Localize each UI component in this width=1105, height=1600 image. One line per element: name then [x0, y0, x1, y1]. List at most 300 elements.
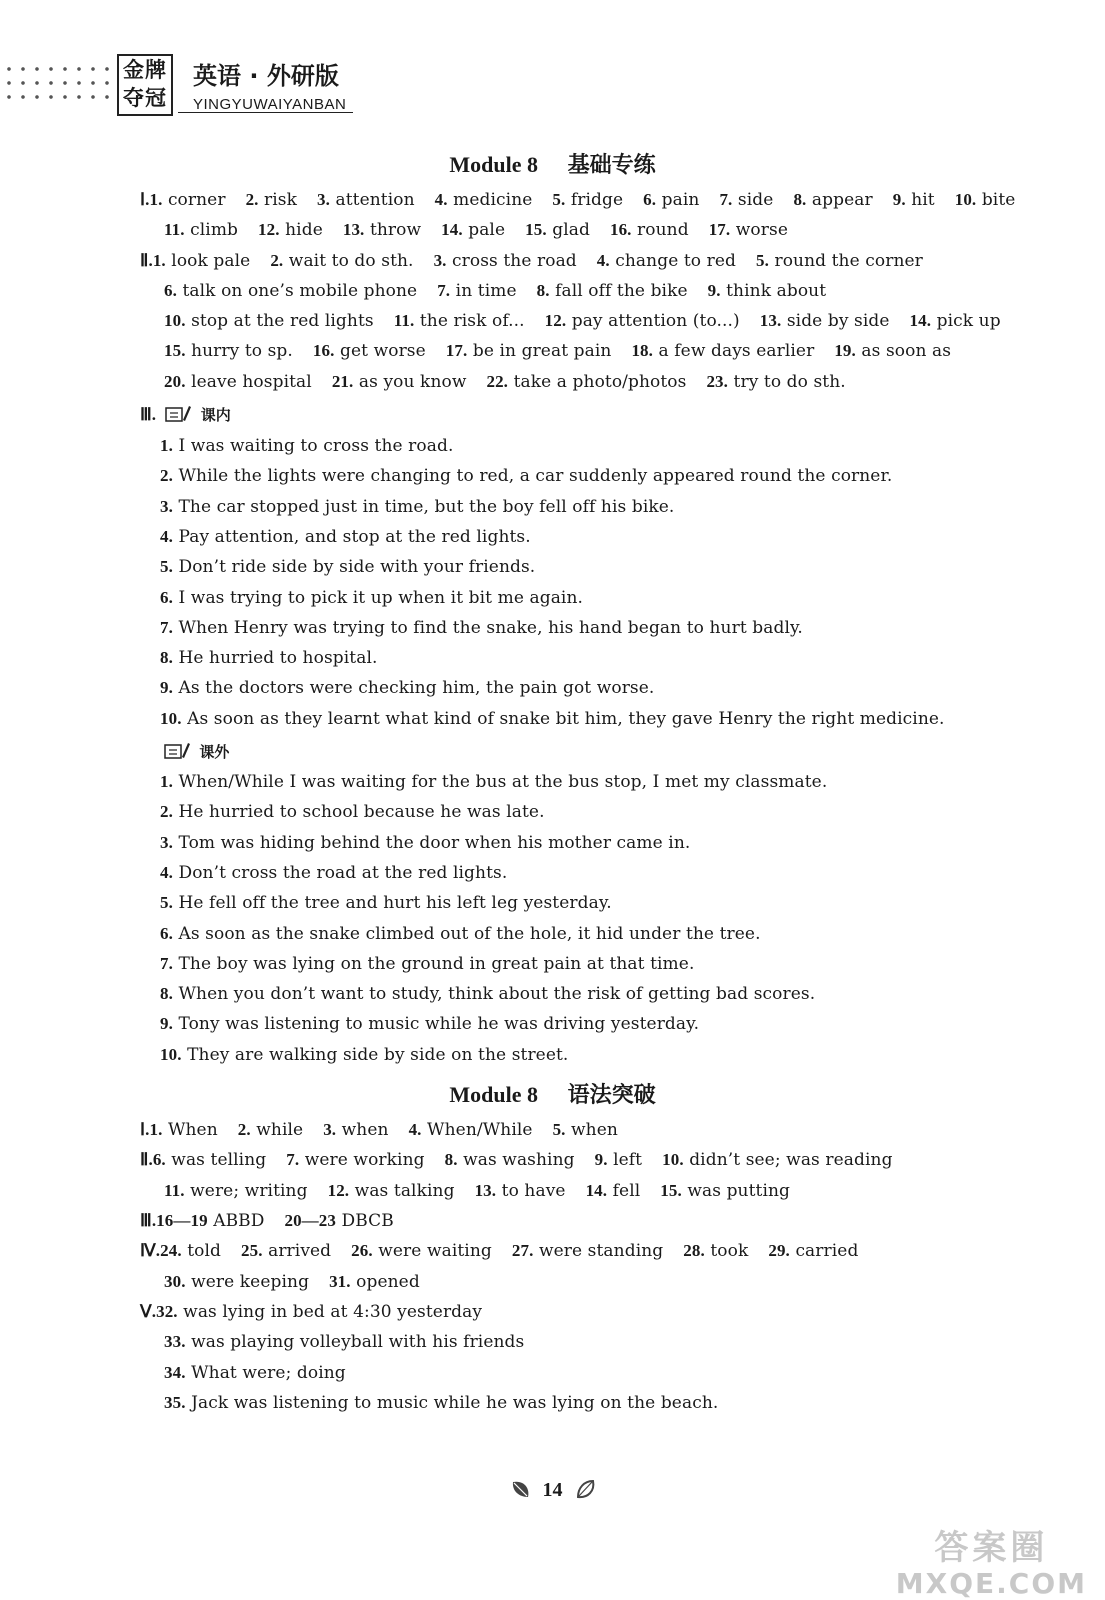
sentence-answer: Tom was hiding behind the door when his mother came in. — [178, 832, 691, 853]
sentence-answer: I was trying to pick it up when it bit me again. — [178, 587, 584, 608]
item-number: 3. — [323, 1120, 337, 1139]
item-number: 24. — [160, 1241, 182, 1260]
answer-line — [164, 372, 866, 392]
answer-line — [140, 1211, 414, 1231]
item-answer: DBCB — [341, 1211, 394, 1231]
section-roman-numeral: Ⅰ. — [140, 1120, 150, 1139]
item-answer: were working — [304, 1150, 425, 1170]
sentence-line — [160, 618, 803, 638]
grammar-title-en: Module 8 — [449, 1082, 538, 1107]
item-answer: corner — [167, 190, 226, 210]
item-answer: was telling — [171, 1150, 267, 1170]
item-answer: think about — [726, 281, 827, 301]
item-number: 7. — [286, 1150, 300, 1169]
item-number: 8. — [444, 1150, 458, 1169]
leaf-left-icon — [510, 1478, 532, 1500]
item-number: 35. — [164, 1393, 186, 1412]
answer-line — [140, 190, 1035, 210]
part3-out-label — [160, 741, 229, 762]
grammar-title-cn: 语法突破 — [567, 1083, 656, 1108]
item-answer: cross the road — [452, 251, 577, 271]
item-answer: risk — [264, 190, 298, 210]
item-number: 2. — [245, 190, 259, 209]
answer-line — [140, 1150, 913, 1170]
answer-item — [595, 1150, 643, 1170]
item-number: 5. — [160, 893, 173, 913]
answer-item — [246, 190, 297, 210]
answer-item — [760, 311, 890, 331]
item-number: 4. — [596, 251, 610, 270]
item-number: 2. — [237, 1120, 251, 1139]
item-number: 2. — [160, 802, 173, 822]
item-answer: glad — [552, 220, 590, 240]
sentence-answer: When/While I was waiting for the bus at the bus stop, I met my classmate. — [178, 772, 828, 792]
item-answer: to have — [501, 1181, 566, 1201]
sentence-line — [160, 984, 815, 1004]
watermark-url: MXQE.COM — [895, 1567, 1087, 1600]
sentence-line — [160, 678, 654, 698]
answer-item — [343, 220, 421, 240]
answer-item — [149, 190, 225, 210]
item-number: 1. — [152, 251, 166, 270]
item-number: 6. — [164, 281, 177, 300]
item-answer: be in great pain — [472, 341, 612, 361]
item-number: 14. — [909, 311, 932, 330]
item-answer: left — [613, 1150, 643, 1170]
item-number: 12. — [544, 311, 567, 330]
item-number: 5. — [756, 251, 769, 270]
item-number: 6. — [643, 190, 657, 209]
sentence-answer: Don’t ride side by side with your friends. — [178, 557, 536, 578]
item-number: 10. — [160, 708, 182, 728]
item-number: 20—23 — [284, 1211, 336, 1230]
watermark-logo-text: 答案圈 — [934, 1528, 1049, 1568]
book-pen-icon — [165, 405, 191, 423]
item-answer: appear — [811, 190, 873, 210]
answer-item — [475, 1181, 566, 1201]
answer-item — [164, 311, 374, 331]
item-answer: were; writing — [190, 1181, 308, 1201]
item-number: 7. — [719, 190, 733, 209]
sentence-line — [160, 893, 612, 913]
sentence-line — [160, 436, 453, 456]
answer-item — [586, 1181, 641, 1201]
answer-line — [164, 311, 1021, 331]
item-number: 4. — [434, 190, 448, 209]
answer-item — [238, 1120, 303, 1140]
answer-item — [164, 1393, 718, 1413]
part3-roman: Ⅲ. — [140, 405, 156, 424]
sentence-line — [160, 924, 761, 944]
answer-item — [552, 190, 623, 210]
answer-item — [156, 1211, 264, 1231]
answer-item — [756, 251, 923, 271]
item-number: 6. — [160, 923, 173, 943]
item-answer: stop at the red lights — [191, 311, 374, 331]
item-number: 1. — [160, 772, 173, 791]
item-answer: medicine — [453, 190, 533, 210]
answer-item — [284, 1211, 393, 1231]
sentence-answer: The car stopped just in time, but the boy fell off his bike. — [178, 496, 675, 517]
item-answer: arrived — [268, 1241, 332, 1261]
item-number: 11. — [164, 220, 185, 239]
module-title-basic — [0, 148, 1105, 179]
answer-item — [708, 281, 826, 301]
item-answer: look pale — [171, 251, 251, 271]
item-answer: when — [571, 1120, 618, 1140]
item-answer: was lying in bed at 4:30 yesterday — [183, 1302, 483, 1322]
answer-item — [446, 341, 612, 361]
sentence-answer: Pay attention, and stop at the red lights. — [178, 526, 531, 547]
answer-item — [834, 341, 951, 361]
item-answer: When/While — [427, 1120, 533, 1140]
section-roman-numeral: Ⅱ. — [140, 1150, 153, 1169]
item-number: 8. — [793, 190, 807, 209]
sentence-answer: As soon as they learnt what kind of snake bit him, they gave Henry the right medicine. — [187, 708, 945, 729]
answer-item — [323, 1120, 388, 1140]
item-number: 34. — [164, 1363, 186, 1382]
item-answer: hurry to sp. — [191, 341, 293, 361]
sentence-answer: As the doctors were checking him, the pain got worse. — [178, 678, 655, 699]
answer-item — [328, 1181, 455, 1201]
item-number: 5. — [552, 1120, 566, 1139]
item-answer: round the corner — [774, 251, 923, 271]
answer-item — [164, 1272, 309, 1292]
item-number: 18. — [631, 341, 654, 360]
item-answer: pale — [468, 220, 506, 240]
answer-item — [164, 1363, 346, 1383]
item-answer: a few days earlier — [658, 341, 815, 361]
item-answer: fell — [612, 1181, 641, 1201]
item-number: 26. — [351, 1241, 373, 1260]
sentence-line — [160, 1045, 568, 1065]
item-number: 11. — [393, 311, 415, 330]
section-roman-numeral: Ⅲ. — [140, 1211, 157, 1230]
answer-item — [153, 251, 251, 271]
answer-item — [893, 190, 935, 210]
item-answer: when — [341, 1120, 389, 1140]
item-number: 3. — [433, 251, 447, 270]
item-number: 7. — [160, 617, 173, 637]
answer-line — [140, 251, 943, 271]
leaf-right-icon — [574, 1478, 596, 1500]
answer-line — [164, 1181, 810, 1201]
page-number — [0, 1478, 1105, 1502]
answer-item — [683, 1241, 748, 1261]
item-number: 31. — [329, 1272, 351, 1291]
item-number: 10. — [164, 311, 186, 330]
item-answer: get worse — [340, 341, 426, 361]
item-number: 13. — [342, 220, 365, 239]
sentence-line — [160, 1014, 699, 1034]
answer-item — [164, 372, 312, 392]
sentence-line — [160, 588, 583, 608]
module-title-grammar — [0, 1078, 1105, 1109]
answer-item — [435, 190, 533, 210]
part3-in-label — [140, 404, 231, 425]
item-number: 12. — [327, 1181, 350, 1200]
sentence-answer: Tony was listening to music while he was driving yesterday. — [178, 1014, 700, 1035]
item-answer: was playing volleyball with his friends — [191, 1332, 525, 1352]
item-number: 19. — [834, 341, 856, 360]
item-number: 3. — [160, 832, 173, 852]
answer-item — [768, 1241, 858, 1261]
answer-item — [445, 1150, 575, 1170]
answer-item — [486, 372, 686, 392]
item-number: 12. — [258, 220, 280, 239]
answer-line — [164, 281, 846, 301]
item-answer: take a photo/photos — [513, 372, 687, 392]
answer-item — [394, 311, 525, 331]
item-number: 30. — [164, 1272, 186, 1291]
sentence-answer: As soon as the snake climbed out of the hole, it hid under the tree. — [178, 923, 761, 944]
item-answer: side — [737, 190, 774, 210]
answer-item — [149, 1120, 217, 1140]
answer-item — [537, 281, 688, 301]
module-title-cn: 基础专练 — [567, 153, 656, 178]
item-number: 13. — [474, 1181, 497, 1200]
item-answer: hit — [911, 190, 935, 210]
item-answer: the risk of... — [419, 311, 525, 331]
item-number: 2. — [160, 466, 173, 486]
item-number: 17. — [708, 220, 731, 239]
item-answer: attention — [335, 190, 415, 210]
item-answer: was talking — [354, 1181, 455, 1201]
item-number: 10. — [954, 190, 977, 209]
item-number: 3. — [317, 190, 330, 209]
item-number: 1. — [160, 436, 173, 455]
answer-item — [241, 1241, 331, 1261]
sentence-answer: They are walking side by side on the street. — [187, 1044, 569, 1065]
answer-item — [910, 311, 1001, 331]
sentence-line — [160, 466, 892, 486]
item-answer: didn’t see; was reading — [689, 1150, 893, 1170]
answer-item — [286, 1150, 424, 1170]
item-number: 7. — [160, 953, 173, 973]
sentence-line — [160, 833, 690, 853]
item-answer: talk on one’s mobile phone — [182, 281, 418, 301]
item-number: 15. — [660, 1181, 682, 1200]
logo-line-1: 金牌 — [123, 58, 167, 82]
answer-item — [160, 1241, 221, 1261]
answer-item — [351, 1241, 492, 1261]
sentence-line — [160, 709, 945, 729]
answer-line — [164, 1332, 544, 1352]
item-number: 9. — [594, 1150, 608, 1169]
item-number: 9. — [160, 678, 173, 698]
answer-item — [258, 220, 323, 240]
answer-item — [441, 220, 505, 240]
sentence-answer: The boy was lying on the ground in great pain at that time. — [178, 953, 695, 974]
sentence-answer: He fell off the tree and hurt his left leg yesterday. — [178, 893, 612, 914]
item-answer: was washing — [463, 1150, 575, 1170]
item-answer: worse — [735, 220, 788, 240]
answer-line — [164, 220, 808, 240]
item-number: 10. — [662, 1150, 684, 1169]
out-class-label: 课外 — [199, 743, 230, 761]
sentence-line — [160, 863, 507, 883]
answer-item — [512, 1241, 663, 1261]
watermark — [896, 1520, 1087, 1600]
page-number-text: 14 — [542, 1479, 563, 1501]
answer-item — [164, 281, 417, 301]
sentence-answer: He hurried to school because he was late. — [178, 802, 545, 823]
item-number: 6. — [160, 587, 173, 607]
item-answer: try to do sth. — [733, 372, 846, 392]
sentence-line — [160, 557, 535, 577]
item-number: 16. — [609, 220, 632, 239]
module-title-en: Module 8 — [449, 152, 538, 177]
answer-item — [270, 251, 413, 271]
item-answer: change to red — [615, 251, 737, 271]
sentence-line — [160, 497, 674, 517]
item-answer: in time — [455, 281, 517, 301]
item-answer: pay attention (to...) — [571, 311, 740, 331]
answer-item — [164, 220, 238, 240]
item-number: 8. — [536, 281, 550, 300]
header-dot-pattern — [2, 62, 114, 106]
item-answer: were keeping — [191, 1272, 310, 1292]
answer-item — [164, 341, 293, 361]
item-number: 25. — [241, 1241, 263, 1260]
item-answer: wait to do sth. — [288, 251, 414, 271]
answer-item — [409, 1120, 533, 1140]
item-answer: throw — [369, 220, 422, 240]
answer-item — [525, 220, 590, 240]
section-roman-numeral: Ⅳ. — [140, 1241, 161, 1260]
item-answer: was putting — [687, 1181, 791, 1201]
answer-item — [597, 251, 736, 271]
sentence-answer: Don’t cross the road at the red lights. — [178, 862, 508, 883]
sentence-answer: He hurried to hospital. — [178, 648, 378, 669]
answer-line — [140, 1120, 638, 1140]
item-number: 20. — [164, 372, 186, 391]
item-number: 2. — [270, 251, 284, 270]
answer-line — [140, 1241, 878, 1261]
item-number: 9. — [707, 281, 721, 300]
item-number: 8. — [160, 648, 173, 668]
item-answer: as you know — [358, 372, 467, 392]
sentence-line — [160, 772, 827, 792]
item-answer: fall off the bike — [555, 281, 688, 301]
item-number: 5. — [552, 190, 566, 209]
item-answer: leave hospital — [191, 372, 312, 392]
answer-item — [793, 190, 872, 210]
answer-item — [553, 1120, 618, 1140]
item-answer: pain — [661, 190, 700, 210]
answer-item — [313, 341, 426, 361]
item-answer: fridge — [570, 190, 624, 210]
item-number: 33. — [164, 1332, 186, 1351]
item-answer: carried — [795, 1241, 859, 1261]
answer-item — [631, 341, 814, 361]
book-subtitle: YINGYUWAIYANBAN — [193, 96, 347, 113]
item-number: 9. — [160, 1014, 173, 1034]
answer-item — [317, 190, 415, 210]
item-answer: Jack was listening to music while he was lying on the beach. — [191, 1393, 719, 1413]
item-number: 4. — [160, 862, 173, 882]
item-number: 5. — [160, 557, 173, 577]
answer-item — [332, 372, 467, 392]
item-number: 4. — [160, 526, 173, 546]
answer-item — [706, 372, 845, 392]
sentence-answer: When you don’t want to study, think about the risk of getting bad scores. — [178, 984, 816, 1005]
item-answer: hide — [285, 220, 323, 240]
sentence-line — [160, 802, 545, 822]
item-number: 23. — [706, 372, 729, 391]
item-number: 14. — [585, 1181, 608, 1200]
answer-item — [164, 1332, 524, 1352]
item-number: 21. — [331, 372, 354, 391]
section-roman-numeral: Ⅰ. — [140, 190, 150, 209]
in-class-label: 课内 — [200, 406, 231, 424]
answer-item — [660, 1181, 790, 1201]
answer-item — [434, 251, 577, 271]
item-answer: were waiting — [378, 1241, 492, 1261]
item-answer: pick up — [936, 311, 1001, 331]
item-number: 22. — [486, 372, 509, 391]
item-answer: side by side — [786, 311, 890, 331]
item-number: 32. — [156, 1302, 178, 1321]
sentence-line — [160, 527, 531, 547]
item-answer: opened — [356, 1272, 420, 1292]
item-number: 15. — [525, 220, 547, 239]
item-number: 15. — [164, 341, 186, 360]
item-number: 11. — [164, 1181, 185, 1200]
answer-item — [437, 281, 516, 301]
answer-item — [545, 311, 740, 331]
answer-item — [329, 1272, 420, 1292]
item-answer: bite — [981, 190, 1016, 210]
section-roman-numeral: Ⅱ. — [140, 251, 153, 270]
item-number: 16. — [312, 341, 335, 360]
book-title: 英语 · 外研版 — [193, 62, 339, 90]
item-answer: climb — [190, 220, 239, 240]
answer-item — [153, 1150, 266, 1170]
sentence-line — [160, 648, 378, 668]
sentence-answer: While the lights were changing to red, a car suddenly appeared round the corner. — [178, 466, 893, 487]
item-number: 28. — [683, 1241, 705, 1260]
item-answer: took — [710, 1241, 749, 1261]
item-number: 3. — [160, 496, 173, 516]
item-answer: What were; doing — [191, 1363, 346, 1383]
book-pen-icon — [164, 742, 190, 760]
item-answer: When — [167, 1120, 218, 1140]
answer-item — [709, 220, 788, 240]
item-number: 1. — [149, 1120, 163, 1139]
answer-item — [156, 1302, 482, 1322]
item-number: 29. — [768, 1241, 790, 1260]
answer-item — [662, 1150, 892, 1170]
answer-line — [164, 1272, 440, 1292]
item-number: 6. — [152, 1150, 166, 1169]
sentence-answer: When Henry was trying to find the snake, his hand began to hurt badly. — [178, 617, 803, 638]
item-number: 1. — [149, 190, 163, 209]
logo-line-2: 夺冠 — [123, 86, 167, 110]
answer-item — [955, 190, 1016, 210]
sentence-line — [160, 954, 694, 974]
brand-logo — [117, 54, 173, 116]
item-answer: while — [256, 1120, 304, 1140]
answer-line — [164, 341, 971, 361]
item-number: 14. — [441, 220, 463, 239]
item-number: 10. — [160, 1044, 182, 1064]
item-answer: ABBD — [213, 1211, 265, 1231]
answer-item — [643, 190, 699, 210]
item-number: 4. — [408, 1120, 422, 1139]
item-number: 16—19 — [156, 1211, 208, 1230]
item-answer: told — [187, 1241, 222, 1261]
